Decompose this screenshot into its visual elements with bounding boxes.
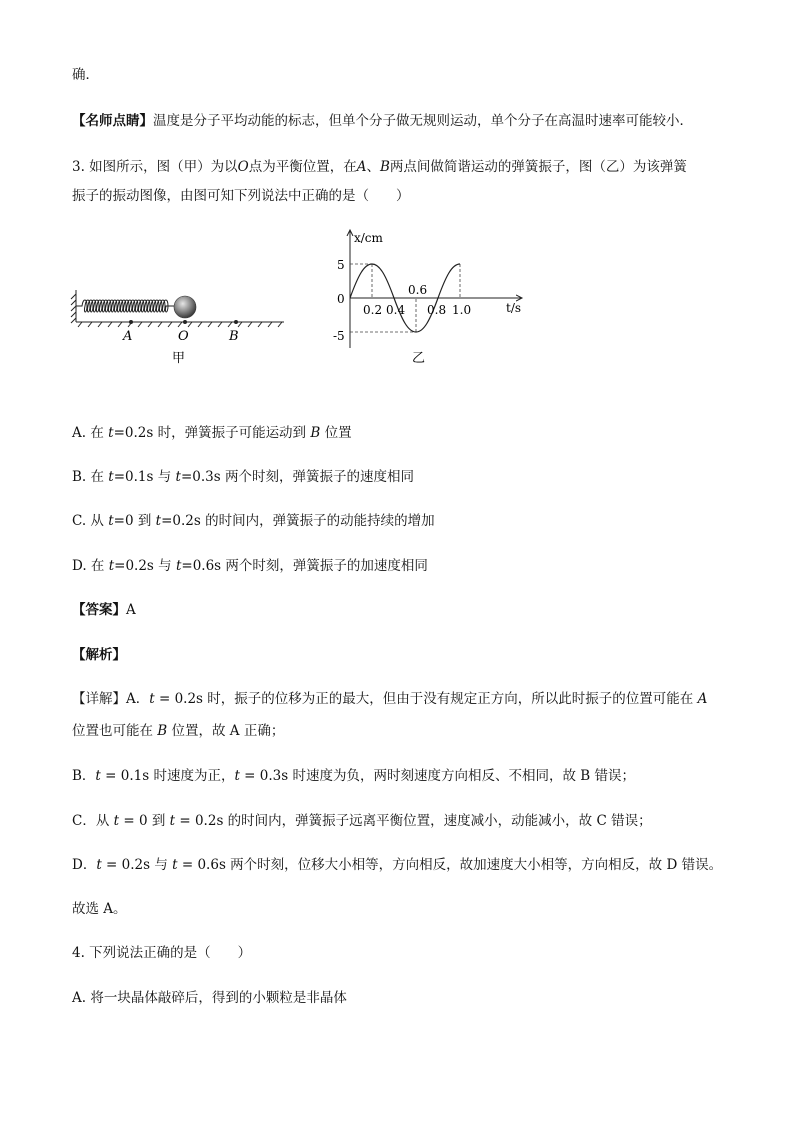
figure-yi-caption: 乙 — [412, 351, 426, 366]
option-var: t — [175, 469, 181, 485]
tip-paragraph — [72, 112, 693, 130]
q4-stem: 4. 下列说法正确的是（ ） — [72, 945, 252, 961]
q3-stem-var-A: A — [356, 159, 367, 175]
detail-var: t — [234, 768, 240, 784]
q3-detail-B — [72, 767, 635, 785]
q3-stem-part: 两点间做简谐运动的弹簧振子，图（乙）为该弹簧 — [389, 159, 687, 175]
option-text: =0.2s 时，弹簧振子可能运动到 — [113, 425, 311, 441]
figure-jia-caption: 甲 — [172, 351, 186, 366]
option-text: D. 在 — [72, 558, 109, 574]
option-text: =0.2s 与 — [114, 558, 176, 574]
option-var: t — [175, 558, 182, 574]
detail-text: D． — [72, 857, 97, 873]
detail-text: = 0.1s 时速度为正， — [100, 768, 235, 784]
detail-var: t — [172, 857, 178, 873]
point-O-dot — [183, 320, 187, 324]
detail-text: = 0.2s 与 — [101, 857, 173, 873]
spring-coil — [76, 300, 174, 312]
answer-label: 【答案】 — [72, 602, 126, 618]
q3-stem-part: 点为平衡位置，在 — [248, 159, 357, 175]
y-tick-5: 5 — [337, 258, 345, 272]
q3-detail-D — [72, 856, 722, 874]
detail-text: 位置也可能在 — [72, 723, 158, 739]
q3-option-C — [72, 512, 435, 530]
x-tick-0.4: 0.4 — [386, 303, 406, 317]
answer-value: A — [126, 602, 136, 618]
option-text: 位置 — [320, 425, 352, 441]
tip-text: 温度是分子平均动能的标志，但单个分子做无规则运动，单个分子在高温时速率可能较小． — [153, 113, 693, 129]
q3-detail-A-line1 — [72, 690, 707, 708]
option-var: t — [108, 469, 114, 485]
y-tick-neg5: -5 — [333, 329, 345, 343]
q3-conclusion: 故选 A。 — [72, 901, 127, 917]
x-tick-0.2: 0.2 — [363, 303, 383, 317]
detail-var: t — [113, 813, 120, 829]
q3-stem-var-O: O — [237, 159, 249, 175]
detail-var: t — [95, 768, 101, 784]
option-text: C. 从 — [72, 513, 109, 529]
prev-answer-tail: 确． — [72, 67, 99, 83]
q3-analysis-label: 【解析】 — [72, 647, 126, 663]
q3-option-D — [72, 557, 428, 575]
wall-hatch — [71, 290, 76, 323]
x-tick-0.8: 0.8 — [427, 303, 447, 317]
x-tick-1.0: 1.0 — [452, 303, 472, 317]
q3-detail-C — [72, 812, 652, 830]
detail-text: = 0.6s 两个时刻，位移大小相等，方向相反，故加速度大小相等，方向相反，故 D 错误。 — [177, 857, 723, 873]
detail-text: = 0.2s 的时间内，弹簧振子远离平衡位置，速度减小，动能减小，故 C 错误； — [175, 813, 652, 829]
oscillator-ball — [174, 296, 196, 318]
option-text: A. 在 — [72, 425, 109, 441]
detail-text: 位置，故 A 正确； — [167, 723, 285, 739]
q3-option-B — [72, 468, 414, 486]
q4-option-A: A. 将一块晶体敲碎后，得到的小颗粒是非晶体 — [72, 990, 347, 1006]
option-text: =0.1s 与 — [113, 469, 176, 485]
q3-detail-A-line2 — [72, 722, 284, 740]
point-B-label: B — [229, 329, 239, 344]
option-var: t — [108, 558, 115, 574]
option-var: t — [108, 425, 114, 441]
detail-var: t — [149, 691, 155, 707]
detail-var: t — [169, 813, 176, 829]
point-B-dot — [234, 320, 238, 324]
y-axis-label: x/cm — [354, 231, 383, 245]
point-A-label: A — [123, 329, 133, 344]
detail-var: B — [157, 723, 168, 739]
detail-text: B． — [72, 768, 96, 784]
detail-text: = 0.2s 时，振子的位移为正的最大，但由于没有规定正方向，所以此时振子的位置可能在 — [154, 691, 698, 707]
detail-text: = 0.3s 时速度为负，两时刻速度方向相反、不相同，故 B 错误； — [239, 768, 635, 784]
x-axis-label: t/s — [506, 301, 522, 315]
q3-stem-part: 3. 如图所示，图（甲）为以 — [72, 159, 238, 175]
option-text: =0.6s 两个时刻，弹簧振子的加速度相同 — [181, 558, 428, 574]
point-A-dot — [129, 320, 133, 324]
q3-stem-part: 、 — [366, 159, 380, 175]
option-text: B. 在 — [72, 469, 109, 485]
origin-label: 0 — [337, 292, 345, 306]
detail-text: = 0 到 — [119, 813, 170, 829]
q3-stem-line1 — [72, 158, 687, 176]
option-var: t — [155, 513, 162, 529]
detail-text: C．从 — [72, 813, 114, 829]
option-var: t — [108, 513, 114, 529]
q3-option-A — [72, 424, 352, 442]
point-O-label: O — [178, 329, 189, 344]
detail-var: t — [96, 857, 102, 873]
x-tick-0.6: 0.6 — [408, 283, 428, 297]
tip-label: 【名师点睛】 — [72, 113, 153, 129]
option-text: =0.3s 两个时刻，弹簧振子的速度相同 — [180, 469, 414, 485]
option-text: =0.2s 的时间内，弹簧振子的动能持续的增加 — [161, 513, 435, 529]
floor — [76, 322, 284, 327]
detail-text: 【详解】A． — [72, 691, 150, 707]
option-var: B — [310, 425, 321, 441]
q3-answer — [72, 601, 136, 619]
detail-var: A — [697, 691, 708, 707]
figure-jia-spring-oscillator — [68, 280, 290, 370]
q3-stem-line2: 振子的振动图像，由图可知下列说法中正确的是（ ） — [72, 188, 410, 204]
q3-stem-var-B: B — [380, 159, 390, 175]
figure-yi-vibration-graph — [330, 222, 530, 368]
option-text: =0 到 — [113, 513, 156, 529]
